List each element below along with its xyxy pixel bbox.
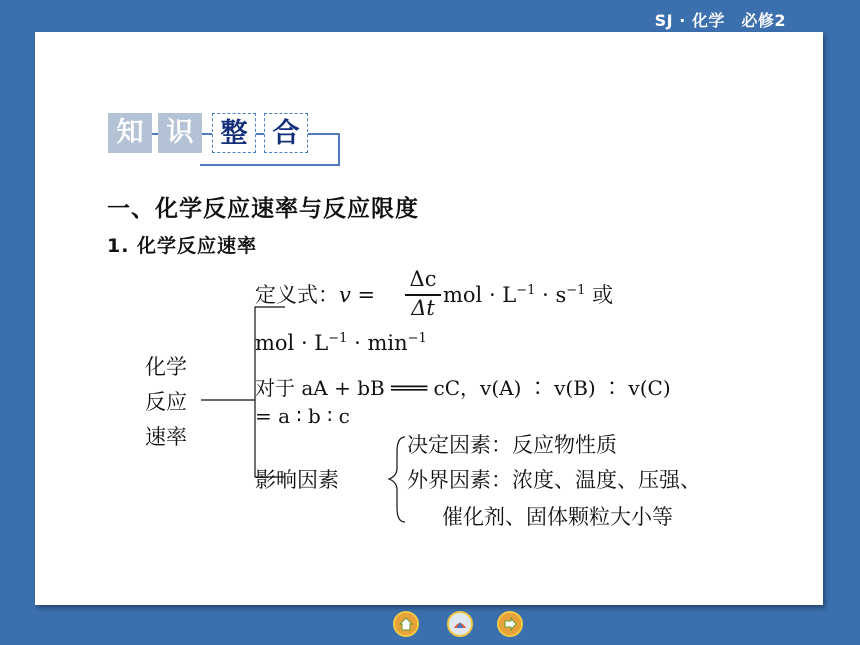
home-icon[interactable]: [393, 611, 419, 637]
slide: [35, 32, 823, 605]
section-heading: [108, 108, 340, 168]
unit-text: · min: [347, 331, 408, 355]
heading-bottom-line: [200, 164, 340, 166]
heading-char: 识: [158, 113, 202, 153]
logo-icon[interactable]: [447, 611, 473, 637]
concept-diagram: [135, 267, 785, 572]
unit-exponent: −1: [516, 283, 536, 298]
subsection-title: 1. 化学反应速率: [107, 235, 258, 257]
factor-label: 影响因素: [255, 468, 339, 492]
fraction-numerator: Δc: [409, 267, 437, 291]
definition-eq: =: [350, 283, 376, 307]
top-bar: [0, 0, 860, 36]
heading-char-highlight: 整: [212, 113, 256, 153]
unit-exponent: −1: [566, 283, 586, 298]
relation-line-2: = a ∶ b ∶ c: [255, 404, 350, 428]
unit-text: mol · L: [255, 331, 329, 355]
unit-exponent: −1: [407, 331, 427, 346]
definition-v: v: [339, 283, 351, 307]
fraction-denominator: Δt: [411, 296, 435, 320]
root-label-3: 速率: [145, 425, 187, 449]
heading-side-line: [338, 133, 340, 166]
root-label-1: 化学: [145, 355, 187, 379]
relation-line-1: 对于 aA + bB ═══ cC，v(A) ∶ v(B) ∶ v(C): [255, 376, 671, 400]
unit-line-2: [255, 330, 427, 356]
section-title: 一、化学反应速率与反应限度: [107, 196, 419, 222]
definition-line: [255, 282, 375, 308]
heading-char-highlight: 合: [264, 113, 308, 153]
factor-internal: 决定因素：反应物性质: [407, 433, 617, 457]
header-label: SJ · 化学 必修2: [654, 11, 786, 30]
next-icon[interactable]: [497, 611, 523, 637]
unit-text: mol · L: [443, 283, 517, 307]
unit-line-1: [443, 282, 613, 308]
unit-or: 或: [585, 283, 614, 307]
definition-prefix: 定义式：: [255, 283, 339, 307]
root-label-2: 反应: [145, 390, 187, 414]
unit-text: · s: [535, 283, 567, 307]
factor-external-1: 外界因素：浓度、温度、压强、: [407, 468, 701, 492]
heading-char: 知: [108, 113, 152, 153]
factor-external-2: 催化剂、固体颗粒大小等: [442, 505, 673, 529]
unit-exponent: −1: [328, 331, 348, 346]
